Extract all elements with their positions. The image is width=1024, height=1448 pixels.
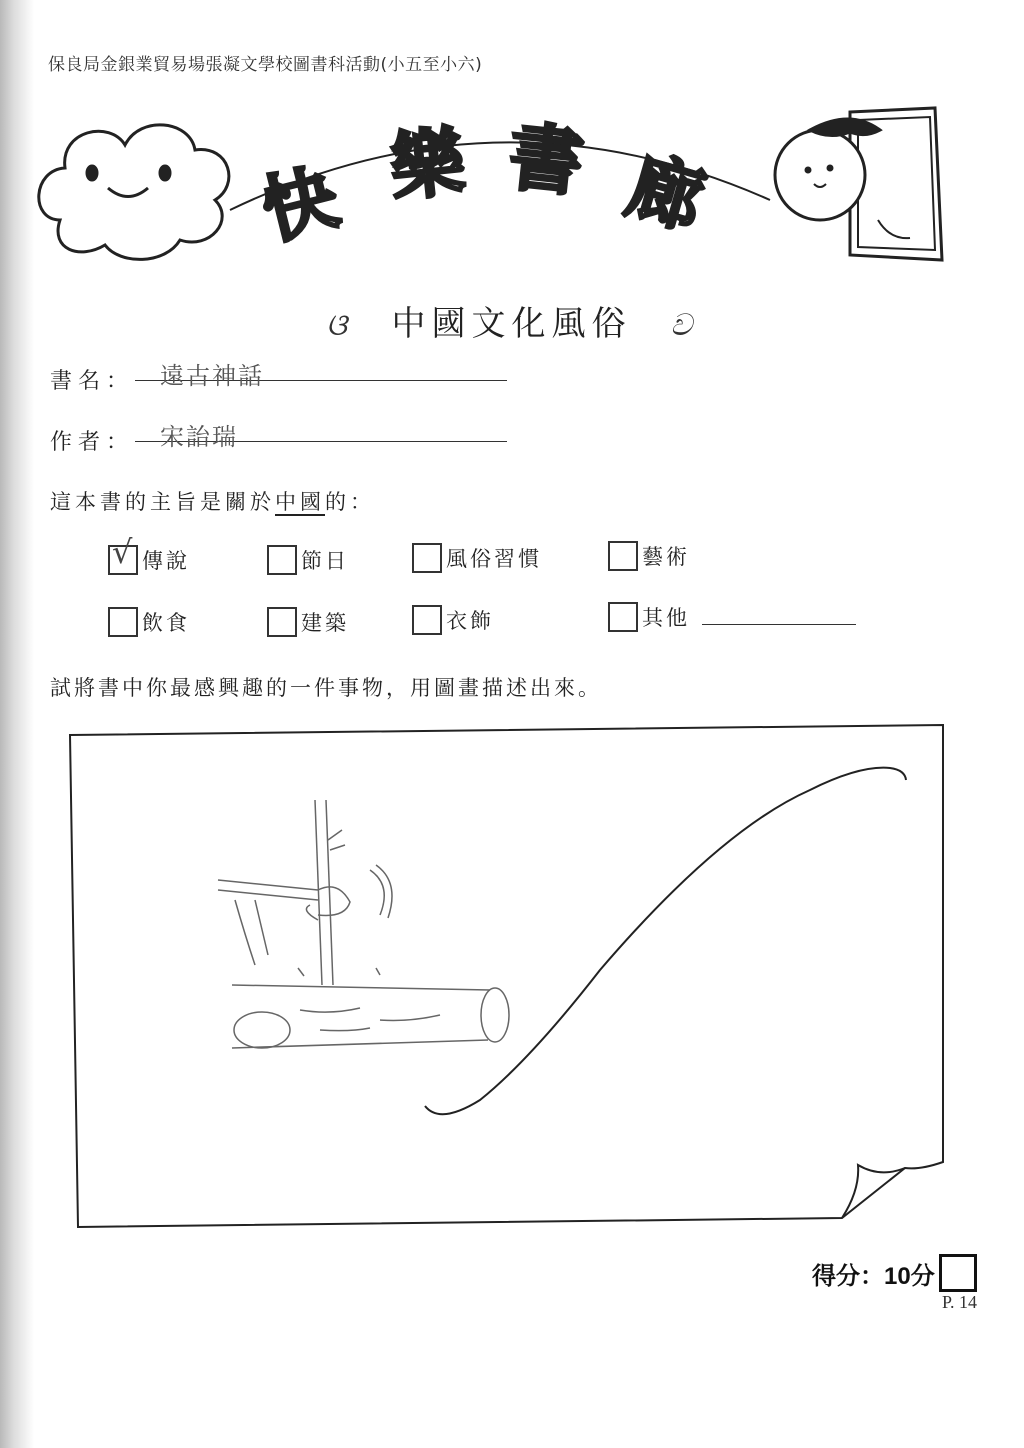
page-number: P. 14 (942, 1292, 978, 1312)
option-architecture[interactable] (267, 607, 349, 637)
option-other-checkbox[interactable] (608, 602, 638, 632)
author-label: 作者： (50, 430, 135, 455)
option-label: 節日 (301, 549, 349, 573)
right-ornament-icon: ව (670, 308, 698, 343)
option-other[interactable] (608, 602, 690, 632)
banner-char-3: 書 (504, 113, 588, 208)
worksheet-header: 保良局金銀業貿易場張凝文學校圖書科活動(小五至小六) (48, 55, 483, 75)
option-food[interactable] (108, 607, 190, 637)
option-arts-checkbox[interactable] (608, 541, 638, 571)
author-value[interactable]: 宋詒瑞 (160, 423, 238, 451)
check-mark-icon: √ (112, 533, 136, 571)
score-box[interactable] (939, 1254, 977, 1292)
option-label: 衣飾 (446, 609, 494, 633)
drawing-frame-border (70, 725, 943, 1227)
option-label: 傳說 (142, 549, 190, 573)
banner-char-1: 快 (253, 154, 347, 256)
banner-title-arc (230, 114, 770, 256)
option-legend[interactable] (108, 533, 190, 575)
option-legend-checkbox[interactable] (108, 533, 138, 575)
theme-question-end: 的： (325, 490, 375, 514)
option-clothing-checkbox[interactable] (412, 605, 442, 635)
left-ornament-icon: ଓ (326, 308, 353, 343)
option-customs[interactable] (412, 543, 542, 573)
drawing-prompt: 試將書中你最感興趣的一件事物，用圖畫描述出來。 (50, 676, 602, 700)
option-label: 飲食 (142, 611, 190, 635)
option-label: 風俗習慣 (446, 547, 542, 571)
option-architecture-checkbox[interactable] (267, 607, 297, 637)
drawing-curve-stroke (425, 768, 906, 1115)
option-customs-checkbox[interactable] (412, 543, 442, 573)
option-arts[interactable] (608, 541, 690, 571)
option-festival[interactable] (267, 545, 349, 575)
section-title (0, 296, 1024, 345)
score (812, 1254, 977, 1292)
option-label: 建築 (301, 611, 349, 635)
theme-question-text: 這本書的主旨是關於 (50, 490, 275, 514)
page-curl-icon (842, 1165, 905, 1218)
score-label: 得分：10分 (812, 1262, 935, 1290)
banner-char-4: 廊 (618, 142, 714, 246)
window-character-icon (775, 108, 942, 260)
option-food-checkbox[interactable] (108, 607, 138, 637)
other-input-line[interactable] (702, 624, 856, 625)
theme-question-emphasis: 中國 (275, 490, 325, 514)
option-clothing[interactable] (412, 605, 494, 635)
sketch-drill-wood-fire (218, 800, 509, 1048)
theme-question (50, 486, 375, 516)
option-label: 其他 (642, 606, 690, 630)
section-title-text: 中國文化風俗 (391, 304, 632, 344)
banner-char-2: 樂 (386, 118, 469, 212)
book-name-label: 書名： (50, 369, 135, 394)
scan-edge-shadow (0, 0, 34, 1448)
cloud-icon (39, 125, 229, 260)
option-festival-checkbox[interactable] (267, 545, 297, 575)
option-label: 藝術 (642, 545, 690, 569)
book-name-value[interactable]: 遠古神話 (160, 362, 264, 390)
banner-illustration (30, 90, 990, 290)
